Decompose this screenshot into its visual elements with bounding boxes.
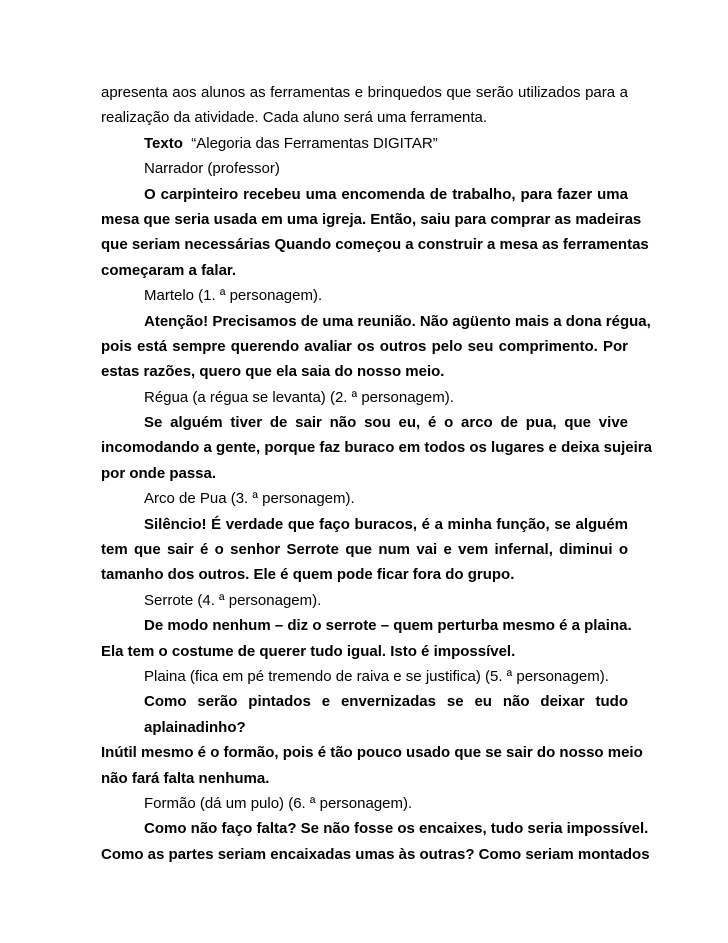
text-title-line: [101, 131, 628, 156]
dialogue-line: por onde passa.: [101, 464, 217, 482]
dialogue-line: Atenção! Precisamos de uma reunião. Não agüento mais a dona régua,: [144, 312, 651, 330]
dialogue-line: Silêncio! É verdade que faço buracos, é a minha função, se alguém: [144, 515, 628, 533]
text-label: Texto: [144, 134, 183, 152]
dialogue-line: Se alguém tiver de sair não sou eu, é o arco de pua, que vive: [144, 414, 628, 432]
speaker-line: Plaina (fica em pé tremendo de raiva e se justifica) (5. ª personagem).: [144, 667, 609, 685]
text-title: “Alegoria das Ferramentas DIGITAR”: [191, 134, 438, 152]
dialogue-line: De modo nenhum – diz o serrote – quem perturba mesmo é a plaina.: [144, 617, 632, 635]
document-page: [101, 80, 652, 867]
speaker-line: Arco de Pua (3. ª personagem).: [144, 490, 355, 508]
dialogue-line: O carpinteiro recebeu uma encomenda de trabalho, para fazer uma: [144, 185, 628, 203]
dialogue-line: Inútil mesmo é o formão, pois é tão pouco usado que se sair do nosso meio: [101, 744, 643, 762]
dialogue-line: não fará falta nenhuma.: [101, 769, 270, 787]
dialogue-line: Como as partes seriam encaixadas umas às outras? Como seriam montados: [101, 845, 650, 863]
speaker-line: Serrote (4. ª personagem).: [144, 591, 322, 609]
dialogue-line: Como não faço falta? Se não fosse os encaixes, tudo seria impossível.: [144, 820, 649, 838]
dialogue-line: tem que sair é o senhor Serrote que num vai e vem infernal, diminui o: [101, 541, 628, 559]
dialogue-line: começaram a falar.: [101, 261, 237, 279]
speaker-line: Régua (a régua se levanta) (2. ª personagem).: [144, 388, 454, 406]
dialogue-line: tamanho dos outros. Ele é quem pode ficar fora do grupo.: [101, 566, 515, 584]
dialogue-line: aplainadinho?: [144, 718, 246, 736]
dialogue-line: mesa que seria usada em uma igreja. Então, saiu para comprar as madeiras: [101, 210, 642, 228]
speaker-line: Formão (dá um pulo) (6. ª personagem).: [144, 794, 413, 812]
dialogue-line: estas razões, quero que ela saia do nosso meio.: [101, 363, 445, 381]
dialogue-line: Ela tem o costume de querer tudo igual. Isto é impossível.: [101, 642, 516, 660]
paragraph-line: apresenta aos alunos as ferramentas e brinquedos que serão utilizados para a: [101, 84, 628, 101]
paragraph-line: realização da atividade. Cada aluno será uma ferramenta.: [101, 109, 488, 127]
speaker-line: Martelo (1. ª personagem).: [144, 287, 323, 305]
dialogue-line: incomodando a gente, porque faz buraco em todos os lugares e deixa sujeira: [101, 439, 652, 457]
dialogue-line: que seriam necessárias Quando começou a construir a mesa as ferramentas: [101, 236, 649, 254]
dialogue-line: pois está sempre querendo avaliar os outros pelo seu comprimento. Por: [101, 337, 628, 355]
dialogue-line: Como serão pintados e envernizadas se eu não deixar tudo: [144, 693, 628, 711]
speaker-line: Narrador (professor): [144, 160, 280, 178]
